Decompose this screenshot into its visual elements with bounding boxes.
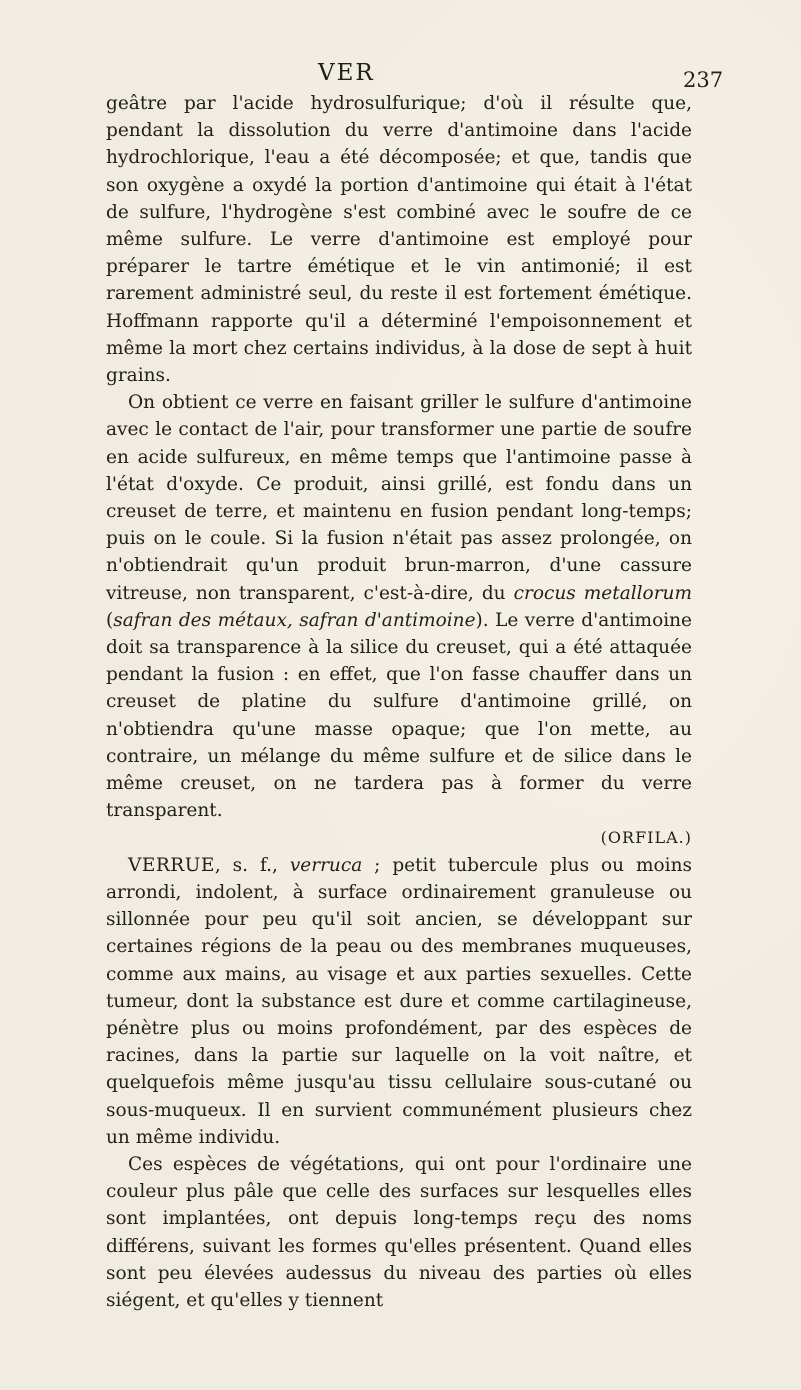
main-text xyxy=(106,90,692,1314)
paragraph-3-latin-term: verruca xyxy=(289,854,363,876)
paragraph-2-text-c: ). Le verre d'antimoine doit sa transparence à la silice du creuset, qui a été attaquée pendant la fusion : en effet, que l'on fasse chauffer dans un creuset de platine du sulfure d'antimoine grillé, on n'obtiendra qu'une masse opaque; que l'on mette, au contraire, un mélange du même sulfure et de silice dans le même creuset, on ne tardera pas à former du verre transparent. xyxy=(106,609,692,822)
paragraph-2-text-b: ( xyxy=(106,609,114,631)
paragraph-3 xyxy=(106,852,692,1151)
paragraph-3-text-b: ; petit tubercule plus ou moins arrondi, indolent, à surface ordinairement granuleuse ou sillonnée pour peu qu'il soit ancien, se développant sur certaines régions de la peau ou des membranes muqueuses, comme aux mains, au visage et aux parties sexuelles. Cette tumeur, dont la substance est dure et comme cartilagineuse, pénètre plus ou moins profondément, par des espèces de racines, dans la partie sur laquelle on la voit naître, et quelquefois même jusqu'au tissu cellulaire sous-cutané ou sous-muqueux. Il en survient communément plusieurs chez un même individu. xyxy=(106,854,692,1148)
paragraph-2-text-a: On obtient ce verre en faisant griller le sulfure d'antimoine avec le contact de l'air, pour transformer une partie de soufre en acide sulfureux, en même temps que l'antimoine passe à l'état d'oxyde. Ce produit, ainsi grillé, est fondu dans un creuset de terre, et maintenu en fusion pendant long-temps; puis on le coule. Si la fusion n'était pas assez prolongée, on n'obtiendrait qu'un produit brun-marron, d'une cassure vitreuse, non transparent, c'est-à-dire, du xyxy=(106,392,692,604)
paragraph-1 xyxy=(106,90,692,389)
page-number: 237 xyxy=(683,68,724,92)
paragraph-2-french-term: safran des métaux, safran d'antimoine xyxy=(113,609,476,631)
page-header xyxy=(0,60,801,90)
author-signature: (ORFILA.) xyxy=(600,828,692,848)
running-head: VER xyxy=(318,60,375,86)
paragraph-4-text: Ces espèces de végétations, qui ont pour l'ordinaire une couleur plus pâle que celle des surfaces sur lesquelles elles sont implantées, ont depuis long-temps reçu des noms différens, suivant les formes qu'elles présentent. Quand elles sont peu élevées audessus du niveau des parties où elles siégent, et qu'elles y tiennent xyxy=(106,1153,692,1311)
entry-headword: VERRUE xyxy=(128,854,215,876)
paragraph-4 xyxy=(106,1151,692,1314)
paragraph-1-text: geâtre par l'acide hydrosulfurique; d'où il résulte que, pendant la dissolution du verre d'antimoine dans l'acide hydrochlorique, l'eau a été décomposée; et que, tandis que son oxygène a oxydé la portion d'antimoine qui était à l'état de sulfure, l'hydrogène s'est combiné avec le soufre de ce même sulfure. Le verre d'antimoine est employé pour préparer le tartre émétique et le vin antimonié; il est rarement administré seul, du reste il est fortement émétique. Hoffmann rapporte qu'il a déterminé l'empoisonnement et même la mort chez certains individus, à la dose de sept à huit grains. xyxy=(106,93,692,387)
paragraph-2 xyxy=(106,389,692,851)
paragraph-2-latin-term: crocus metallorum xyxy=(513,582,692,604)
paragraph-3-text-a: , s. f., xyxy=(214,854,290,876)
